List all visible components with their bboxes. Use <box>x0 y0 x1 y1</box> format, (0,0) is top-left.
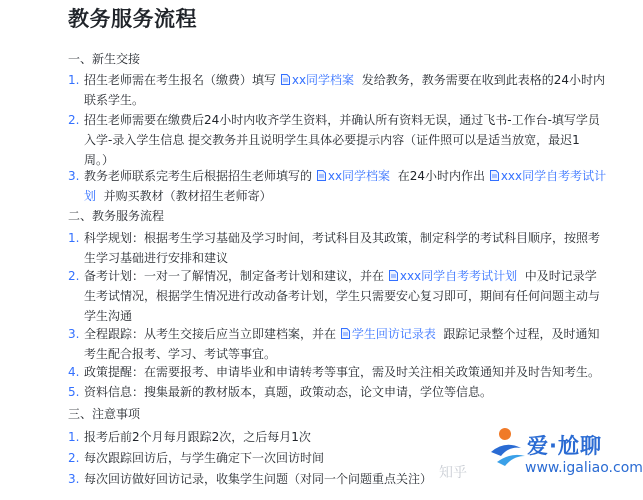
list-number: 1. <box>68 73 80 87</box>
list-number: 2. <box>68 269 80 283</box>
item-text: 在24小时内作出 <box>397 169 485 183</box>
item-text: 学生沟通 <box>84 309 133 323</box>
item-text: 全程跟踪：从考生交接后应当立即建档案，并在 <box>84 327 337 341</box>
item-text: 招生老师需要在缴费后24小时内收齐学生资料，并确认所有资料无误，通过飞书-工作台-填写学员 <box>84 113 600 127</box>
list-number: 3. <box>68 472 80 486</box>
item-text: 每次跟踪回访后，与学生确定下一次回访时间 <box>84 451 325 465</box>
page-title: 教务服务流程 <box>68 7 197 31</box>
section-heading-new-student: 一、新生交接 <box>68 52 141 66</box>
doc-icon <box>281 74 290 85</box>
watermark-url: www.igaliao.com <box>525 460 643 476</box>
list-number: 5. <box>68 385 80 399</box>
item-text: 资料信息：搜集最新的教材版本，真题，政策动态，论文申请，学位等信息。 <box>84 385 493 399</box>
list-number: 1. <box>68 430 80 444</box>
list-number: 4. <box>68 365 80 379</box>
doc-link-exam-plan[interactable]: xxx同学自考考试计 <box>500 169 607 183</box>
item-text: 周。） <box>84 153 115 167</box>
doc-icon <box>341 328 350 339</box>
item-text: 生考试情况，根据学生情况进行改动备考计划，学生只需要安心复习即可，期间有任何问题主动与 <box>84 289 601 303</box>
item-text: 政策提醒：在需要报考、申请毕业和申请转考等事宜，需及时关注相关政策通知并及时告知考生。 <box>84 365 601 379</box>
item-text: 并购买教材（教材招生老师寄） <box>103 189 272 203</box>
doc-icon <box>317 170 326 181</box>
item-text: 发给教务，教务需要在收到此表格的24小时内 <box>361 73 605 87</box>
list-number: 3. <box>68 327 80 341</box>
watermark <box>439 422 643 492</box>
doc-link-visit-record[interactable]: 学生回访记录表 <box>351 327 436 341</box>
item-text: 每次回访做好回访记录，收集学生问题（对同一个问题重点关注） <box>84 472 433 486</box>
list-number: 2. <box>68 113 80 127</box>
section-heading-service-flow: 二、教务服务流程 <box>68 209 165 223</box>
item-text: 招生老师需在考生报名（缴费）填写 <box>84 73 277 87</box>
item-text: 报考后前2个月每月跟踪2次，之后每月1次 <box>84 430 311 444</box>
item-text: 联系学生。 <box>84 93 145 107</box>
item-text: 考生配合报考、学习、考试等事宜。 <box>84 347 277 361</box>
item-text: 中及时记录学 <box>524 269 597 283</box>
watermark-brand: 爱·尬聊 <box>527 434 602 458</box>
item-text: 科学规划：根据考生学习基础及学习时间，考试科目及其政策，制定科学的考试科目顺序，按照考 <box>84 231 601 245</box>
list-number: 1. <box>68 231 80 245</box>
item-text: 跟踪记录整个过程，及时通知 <box>443 327 600 341</box>
doc-link-exam-plan-cont[interactable]: 划 <box>84 189 97 203</box>
item-text: 备考计划：一对一了解情况，制定备考计划和建议，并在 <box>84 269 385 283</box>
watermark-zhihu: 知乎 <box>439 465 467 481</box>
item-text: 生学习基础进行安排和建议 <box>84 251 229 265</box>
doc-icon <box>389 270 398 281</box>
list-number: 3. <box>68 169 80 183</box>
item-text: 教务老师联系完考生后根据招生老师填写的 <box>84 169 313 183</box>
section-heading-notes: 三、注意事项 <box>68 407 141 421</box>
item-text: 入学-录入学生信息 提交教务并且说明学生具体必要提示内容（证件照可以是适当放宽，最迟1 <box>84 133 580 147</box>
doc-link-student-file[interactable]: xx同学档案 <box>291 73 355 87</box>
list-number: 2. <box>68 451 80 465</box>
doc-icon <box>490 170 499 181</box>
doc-link-exam-plan[interactable]: xxx同学自考考试计划 <box>399 269 518 283</box>
doc-link-student-file[interactable]: xx同学档案 <box>327 169 391 183</box>
